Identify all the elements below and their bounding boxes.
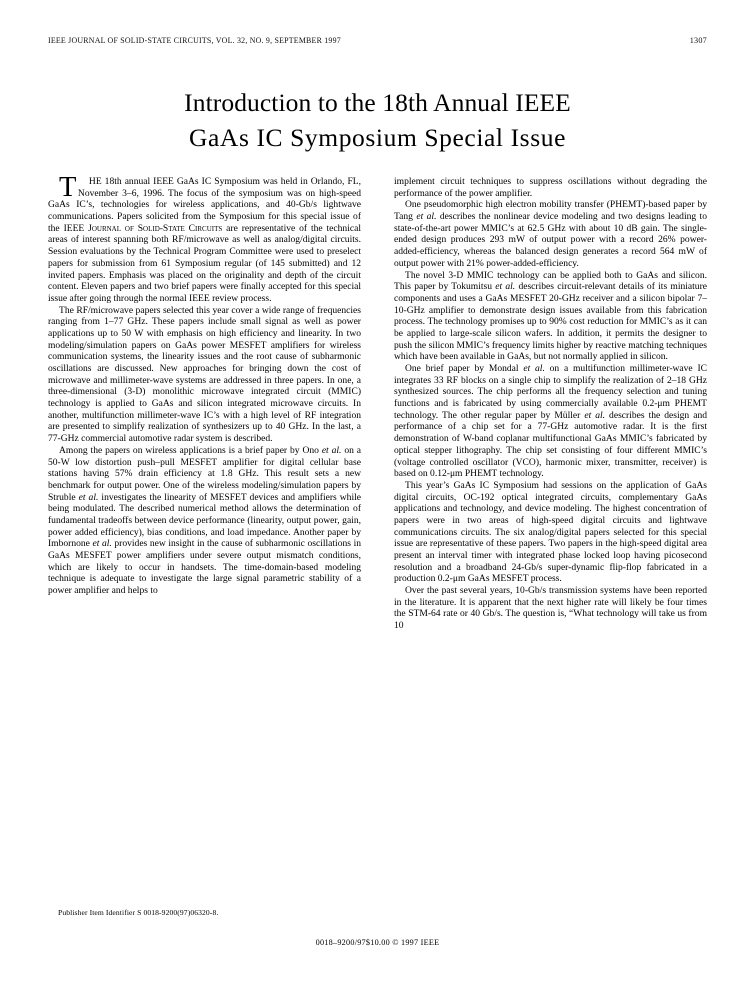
column-left — [48, 172, 362, 597]
paragraph-right-4 — [394, 363, 707, 480]
paragraph-right-5: This year’s GaAs IC Symposium had sessions on the application of GaAs digital circuits, OC-192 optical integrated circuits, complementary GaAs applications and technology, and device modeling. The highest concentration of papers were in two areas of high-speed digital circuits and lightwave communications circuits. The six analog/digital papers selected for this special issue are representative of these papers. Two papers in the high-speed digital area present an interval timer with integrated phase locked loop having picosecond resolution and a broadband 24-Gb/s super-dynamic flip-flop fabricated in a production 0.2-μm GaAs MESFET process. — [394, 479, 707, 585]
paragraph-right-2 — [394, 199, 707, 269]
et-al-italic-6: et al. — [523, 363, 545, 374]
paragraph-right-3-text-b: describes circuit-relevant details of its miniature components and uses a GaAs MESFET 20-GHz receiver and a silicon bipolar 7–10-GHz amplifier to demonstrate design issues available from this fabrication process. The technology promises up to 90% cost reduction for MMIC’s as it can be applied to large-scale silicon wafers. In addition, it permits the designer to push the silicon MMIC’s frequency limits higher by reactive matching techniques which have been available in GaAs, but not normally applied in silicon. — [394, 281, 707, 363]
copyright-footer: 0018–9200/97$10.00 © 1997 IEEE — [315, 938, 440, 947]
paragraph-left-2: The RF/microwave papers selected this year cover a wide range of frequencies ranging from 1–77 GHz. These papers include small signal as well as power applications up to 50 W with emphasis on high efficiency and linearity. In two modeling/simulation papers on GaAs power MESFET amplifiers for wireless communication systems, the linearity issues and the root cause of subharmonic oscillations are discussed. New approaches for bringing down the cost of microwave and millimeter-wave systems are addressed in three papers. In one, a three-dimensional (3-D) monolithic microwave integrated circuit (MMIC) technology is applied to GaAs and silicon integrated microwave circuits. In another, multifunction millimeter-wave IC’s with a high level of RF integration are presented to simplify realization of synthesizers up to 40 GHz. In the last, a 77-GHz commercial automotive radar system is described. — [48, 304, 361, 445]
paragraph-right-3 — [394, 270, 707, 364]
paragraph-left-1-text-b: are representative of the technical areas of interest spanning both RF/microwave as well as analog/digital circuits. Session evaluations by the Technical Program Committee were used to preselect papers for submission from 61 Symposium regular (of 145 submitted) and 12 invited papers. Emphasis was placed on the originality and depth of the circuit content. Eleven papers and two brief papers were finally accepted for this special issue after going through the normal IEEE review process. — [48, 222, 361, 304]
paragraph-left-3-text-d: provides new insight in the cause of subharmonic oscillations in GaAs MESFET power amplifiers under severe output mismatch conditions, which are likely to occur in handsets. The time-domain-based modeling technique is adequate to investigate the large signal parametric stability of a power amplifier and helps to — [48, 538, 361, 597]
column-right — [394, 176, 707, 632]
paragraph-right-4-text-a: One brief paper by Mondal — [405, 363, 524, 374]
publisher-item-identifier: Publisher Item Identifier S 0018-9200(97)06320-8. — [58, 908, 219, 917]
title-line-1: Introduction to the 18th Annual IEEE — [184, 88, 571, 118]
et-al-italic-7: et al. — [584, 409, 606, 421]
paragraph-left-3-text-a: Among the papers on wireless applications is a brief paper by Ono — [59, 444, 322, 456]
title-line-2: GaAs IC Symposium Special Issue — [189, 123, 566, 153]
paragraph-right-6: Over the past several years, 10-Gb/s transmission systems have been reported in the literature. It is apparent that the next higher rate will likely be four times the STM-64 rate or 40 Gb/s. The question is, “What technology will take us from 10 — [394, 585, 707, 632]
paragraph-right-2-text-a: One pseudomorphic high electron mobility transfer (PHEMT)-based paper by Tang — [394, 199, 707, 223]
paragraph-right-4-text-c: describes the design and performance of a chip set for a 77-GHz automotive radar. It is the first demonstration of W-band coplanar multifunctional GaAs MMIC’s fabricated by optical stepper lithography. The chip set consisting of four different MMIC’s (voltage controlled oscillator (VCO), harmonic mixer, transmitter, receiver) is based on 0.12-μm PHEMT technology. — [394, 409, 707, 480]
journal-name-smallcaps: IEEE Journal of Solid-State Circuits — [63, 222, 223, 234]
et-al-italic-1: et al. — [321, 444, 342, 456]
paragraph-right-4-text-b: on a multifunction millimeter-wave IC integrates 33 RF blocks on a single chip to simplify the realization of 2–18 GHz synthesized sources. The chip performs all the frequency selection and tuning functions and is fabricated by using commercially available 0.2-μm PHEMT technology. The other regular paper by Müller — [394, 363, 708, 421]
body-columns — [48, 172, 708, 918]
paragraph-right-3-text-a: The novel 3-D MMIC technology can be applied both to GaAs and silicon. This paper by Tokumitsu — [394, 269, 707, 293]
paragraph-left-1-text-a: HE 18th annual IEEE GaAs IC Symposium was held in Orlando, FL, November 3–6, 1996. The focus of the symposium was on high-speed GaAs IC’s, technologies for wireless applications, and 40-Gb/s lightwave communications. Papers solicited from the Symposium for this special issue of the — [48, 176, 361, 234]
running-head-journal-info: IEEE JOURNAL OF SOLID-STATE CIRCUITS, VOL. 32, NO. 9, SEPTEMBER 1997 — [48, 36, 341, 45]
running-head — [48, 36, 707, 45]
paragraph-left-3-text-b: on a 50-W low distortion push–pull MESFET amplifier for digital cellular base stations having 57% drain efficiency at 1.8 GHz. This result sets a new benchmark for output power. One of the wireless modeling/simulation papers by Struble — [48, 444, 362, 503]
et-al-italic-2: et al. — [78, 491, 99, 503]
paragraph-right-1: implement circuit techniques to suppress oscillations without degrading the performance of the power amplifier. — [394, 176, 707, 199]
paragraph-right-2-text-b: describes the nonlinear device modeling and two designs leading to state-of-the-art power MMIC’s at 62.5 GHz with about 10 dB gain. The single-ended design produces 293 mW of output power with a record 26% power-added-efficiency, whereas the balanced design generates a record 564 mW of output power with 21% power-added-efficiency. — [394, 211, 707, 269]
page-title — [70, 85, 685, 155]
et-al-italic-3: et al. — [92, 538, 112, 550]
paragraph-left-3 — [48, 445, 361, 597]
paragraph-left-3-text-c: investigates the linearity of MESFET devices and amplifiers while being modulated. The described numerical method allows the determination of fundamental tradeoffs between device performance (linearity, output power, gain, power added efficiency), bias conditions, and load impedance. Another paper by Imbornone — [48, 491, 361, 550]
et-al-italic-4: et al. — [416, 211, 437, 223]
drop-cap: T — [59, 172, 77, 203]
et-al-italic-5: et al. — [495, 281, 516, 293]
page-number: 1307 — [689, 36, 707, 45]
paragraph-left-1 — [48, 172, 361, 305]
